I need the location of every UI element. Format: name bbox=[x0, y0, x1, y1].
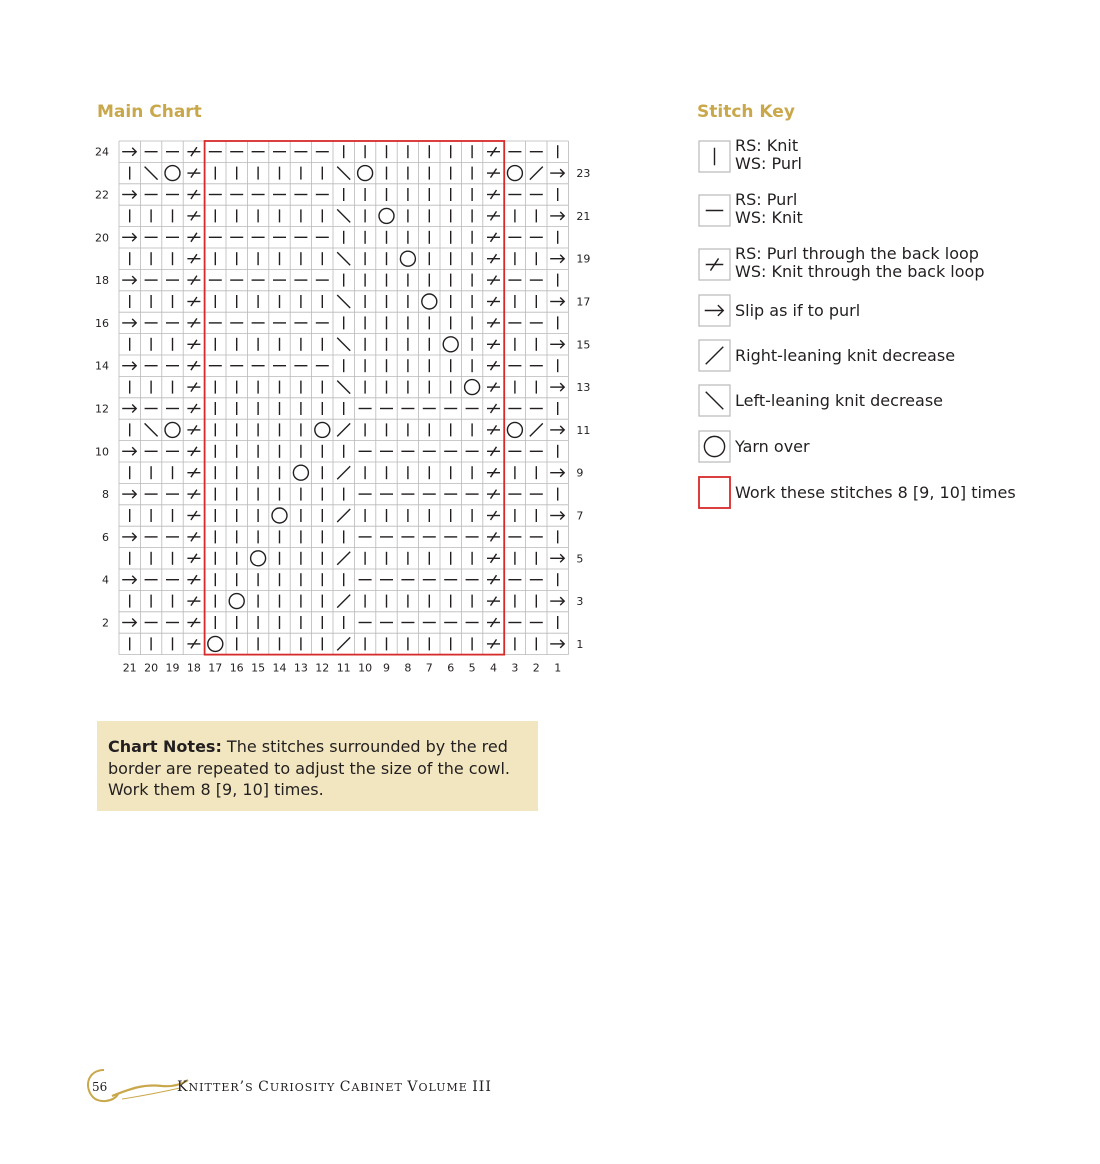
column-number: 7 bbox=[425, 661, 433, 675]
key-labels bbox=[735, 347, 955, 365]
key-label: WS: Knit through the back loop bbox=[735, 262, 985, 281]
stitch-cell bbox=[187, 468, 200, 477]
stitch-cell bbox=[187, 147, 200, 156]
key-item bbox=[698, 190, 1078, 239]
stitch-cell bbox=[337, 381, 350, 394]
stitch-cell bbox=[550, 640, 564, 648]
stitch-cell bbox=[550, 298, 564, 306]
key-labels bbox=[735, 191, 803, 227]
stitch-cell bbox=[487, 233, 500, 242]
stitch-cell bbox=[337, 252, 350, 265]
column-number: 13 bbox=[293, 661, 308, 675]
column-number: 18 bbox=[186, 661, 201, 675]
stitch-cell bbox=[122, 319, 136, 327]
stitch-cell bbox=[122, 405, 136, 413]
stitch-cell bbox=[187, 361, 200, 370]
stitch-cell bbox=[337, 209, 350, 222]
key-labels bbox=[735, 484, 1016, 502]
column-number: 19 bbox=[165, 661, 180, 675]
stitch-cell bbox=[487, 383, 500, 392]
stitch-cell bbox=[272, 508, 287, 523]
stitch-cell bbox=[187, 511, 200, 520]
column-number: 5 bbox=[468, 661, 476, 675]
row-number: 1 bbox=[576, 637, 584, 651]
stitch-cell bbox=[530, 423, 543, 436]
chart-row-9 bbox=[130, 465, 565, 480]
key-label: Right-leaning knit decrease bbox=[735, 346, 956, 365]
chart-row-17 bbox=[130, 294, 565, 309]
row-number: 8 bbox=[102, 488, 109, 502]
key-item bbox=[698, 339, 1078, 384]
key-label: WS: Purl bbox=[735, 154, 802, 173]
column-number: 2 bbox=[532, 661, 540, 675]
stitch-cell bbox=[122, 490, 136, 498]
stitch-cell bbox=[550, 340, 564, 348]
book-title-part: URIOSITY bbox=[269, 1081, 340, 1094]
chart-row-13 bbox=[130, 380, 565, 395]
stitch-cell bbox=[487, 276, 500, 285]
stitch-cell bbox=[487, 575, 500, 584]
stitch-cell bbox=[122, 619, 136, 627]
stitch-key-title: Stitch Key bbox=[697, 102, 795, 122]
stitch-cell bbox=[187, 404, 200, 413]
book-title-part: ABINET bbox=[351, 1081, 408, 1094]
stitch-cell bbox=[487, 211, 500, 220]
chart-row-20 bbox=[122, 231, 558, 244]
column-number: 14 bbox=[272, 661, 287, 675]
key-label: Slip as if to purl bbox=[735, 301, 861, 320]
stitch-cell bbox=[187, 254, 200, 263]
stitch-cell bbox=[337, 466, 350, 479]
column-number: 3 bbox=[511, 661, 519, 675]
stitch-cell bbox=[550, 169, 564, 177]
column-number: 16 bbox=[229, 661, 244, 675]
stitch-cell bbox=[251, 551, 266, 566]
stitch-cell bbox=[187, 297, 200, 306]
stitch-cell bbox=[530, 167, 543, 180]
book-title-part: V bbox=[407, 1079, 419, 1095]
row-number: 5 bbox=[576, 552, 584, 566]
stitch-cell bbox=[487, 254, 500, 263]
column-number: 12 bbox=[315, 661, 330, 675]
book-title bbox=[177, 1079, 492, 1095]
right-decrease-icon bbox=[698, 339, 732, 373]
key-label: WS: Knit bbox=[735, 208, 803, 227]
stitch-cell bbox=[422, 294, 437, 309]
stitch-cell bbox=[507, 166, 522, 181]
row-number: 14 bbox=[95, 359, 109, 373]
column-number: 6 bbox=[447, 661, 455, 675]
chart-row-23 bbox=[130, 166, 565, 181]
stitch-cell bbox=[229, 594, 244, 609]
stitch-cell bbox=[487, 318, 500, 327]
stitch-cell bbox=[550, 469, 564, 477]
stitch-cell bbox=[487, 297, 500, 306]
stitch-cell bbox=[487, 511, 500, 520]
book-title-part: III bbox=[472, 1079, 492, 1095]
chart-row-11 bbox=[130, 422, 565, 437]
row-number: 9 bbox=[576, 466, 584, 480]
stitch-cell bbox=[487, 147, 500, 156]
stitch-cell bbox=[187, 383, 200, 392]
stitch-cell bbox=[187, 447, 200, 456]
chart-row-5 bbox=[130, 551, 565, 566]
stitch-cell bbox=[122, 191, 136, 199]
column-number: 1 bbox=[554, 661, 562, 675]
chart-row-7 bbox=[130, 508, 565, 523]
stitch-cell bbox=[487, 190, 500, 199]
book-title-part: C bbox=[339, 1079, 352, 1095]
stitch-cell bbox=[187, 618, 200, 627]
stitch-cell bbox=[187, 425, 200, 434]
stitch-cell bbox=[122, 148, 136, 156]
column-number: 21 bbox=[122, 661, 137, 675]
stitch-cell bbox=[487, 425, 500, 434]
row-number: 11 bbox=[576, 423, 591, 437]
row-number: 21 bbox=[576, 209, 591, 223]
book-title-part: OLUME bbox=[418, 1081, 473, 1094]
stitch-cell bbox=[358, 166, 373, 181]
row-number: 16 bbox=[95, 316, 109, 330]
stitch-cell bbox=[187, 190, 200, 199]
stitch-cell bbox=[487, 169, 500, 178]
row-number: 10 bbox=[95, 445, 109, 459]
left-decrease-icon bbox=[698, 384, 732, 418]
chart-row-12 bbox=[122, 402, 558, 415]
row-number: 24 bbox=[95, 145, 109, 159]
column-number: 15 bbox=[251, 661, 266, 675]
key-labels bbox=[735, 438, 810, 456]
stitch-cell bbox=[187, 554, 200, 563]
key-item bbox=[698, 384, 1078, 429]
key-labels bbox=[735, 302, 860, 320]
purl-icon bbox=[698, 194, 732, 228]
yarn-over-icon bbox=[698, 430, 732, 464]
stitch-cell bbox=[443, 337, 458, 352]
column-number: 11 bbox=[336, 661, 351, 675]
stitch-cell bbox=[550, 554, 564, 562]
stitch-cell bbox=[487, 340, 500, 349]
row-number: 20 bbox=[95, 231, 109, 245]
chart-row-8 bbox=[122, 488, 558, 501]
stitch-cell bbox=[550, 383, 564, 391]
stitch-cell bbox=[122, 362, 136, 370]
stitch-cell bbox=[487, 532, 500, 541]
slip-icon bbox=[698, 294, 732, 328]
stitch-cell bbox=[337, 595, 350, 608]
key-labels bbox=[735, 245, 984, 281]
stitch-cell bbox=[487, 597, 500, 606]
stitch-cell bbox=[187, 597, 200, 606]
chart-row-22 bbox=[122, 188, 558, 201]
row-number: 18 bbox=[95, 274, 109, 288]
chart-row-3 bbox=[130, 594, 565, 609]
key-item bbox=[698, 136, 1078, 185]
chart-notes-label: Chart Notes: bbox=[108, 737, 222, 756]
row-number: 13 bbox=[576, 381, 591, 395]
stitch-cell bbox=[337, 295, 350, 308]
repeat-box-icon bbox=[698, 476, 732, 510]
key-label: RS: Knit bbox=[735, 136, 799, 155]
stitch-cell bbox=[187, 639, 200, 648]
book-title-part: NITTER bbox=[188, 1081, 240, 1094]
chart-notes-text: The stitches surrounded by the red border are repeated to adjust the size of the cowl. Work them 8 [9, 10] times. bbox=[108, 737, 510, 799]
stitch-cell bbox=[337, 509, 350, 522]
column-number: 10 bbox=[358, 661, 373, 675]
chart-row-24 bbox=[122, 145, 558, 158]
stitch-cell bbox=[337, 637, 350, 650]
stitch-cell bbox=[337, 338, 350, 351]
book-title-part: C bbox=[258, 1079, 270, 1095]
stitch-cell bbox=[465, 380, 480, 395]
row-number: 3 bbox=[576, 595, 584, 609]
chart-row-2 bbox=[122, 616, 558, 629]
key-label: RS: Purl bbox=[735, 190, 798, 209]
key-item bbox=[698, 294, 1078, 339]
stitch-cell bbox=[187, 211, 200, 220]
stitch-cell bbox=[550, 255, 564, 263]
key-item bbox=[698, 244, 1078, 293]
chart-row-6 bbox=[122, 530, 558, 543]
stitch-cell bbox=[487, 639, 500, 648]
stitch-cell bbox=[165, 166, 180, 181]
stitch-cell bbox=[487, 554, 500, 563]
stitch-cell bbox=[187, 233, 200, 242]
book-title-part: S bbox=[245, 1081, 259, 1094]
stitch-cell bbox=[507, 422, 522, 437]
chart-row-16 bbox=[122, 316, 558, 329]
stitch-cell bbox=[487, 618, 500, 627]
stitch-cell bbox=[122, 233, 136, 241]
key-item bbox=[698, 430, 1078, 475]
chart-notes bbox=[97, 721, 538, 811]
stitch-cell bbox=[187, 340, 200, 349]
stitch-cell bbox=[187, 575, 200, 584]
main-chart-title: Main Chart bbox=[97, 102, 202, 122]
key-labels bbox=[735, 392, 943, 410]
stitch-cell bbox=[122, 276, 136, 284]
page-footer bbox=[82, 1066, 502, 1106]
chart-row-18 bbox=[122, 274, 558, 287]
stitch-cell bbox=[208, 636, 223, 651]
stitch-cell bbox=[187, 532, 200, 541]
stitch-cell bbox=[550, 212, 564, 220]
stitch-cell bbox=[293, 465, 308, 480]
stitch-cell bbox=[400, 251, 415, 266]
stitch-cell bbox=[487, 468, 500, 477]
stitch-cell bbox=[337, 423, 350, 436]
stitch-cell bbox=[187, 318, 200, 327]
column-number: 17 bbox=[208, 661, 223, 675]
stitch-cell bbox=[379, 208, 394, 223]
stitch-cell bbox=[487, 404, 500, 413]
row-number: 7 bbox=[576, 509, 584, 523]
book-title-part: K bbox=[177, 1079, 189, 1095]
stitch-cell bbox=[145, 423, 158, 436]
tbl-icon bbox=[698, 248, 732, 282]
stitch-cell bbox=[122, 533, 136, 541]
stitch-cell bbox=[487, 447, 500, 456]
key-item bbox=[698, 476, 1078, 521]
key-label: RS: Purl through the back loop bbox=[735, 244, 979, 263]
column-number: 9 bbox=[383, 661, 390, 675]
chart-row-10 bbox=[122, 445, 558, 458]
chart-row-1 bbox=[130, 636, 565, 651]
stitch-cell bbox=[187, 169, 200, 178]
chart-row-4 bbox=[122, 573, 558, 586]
row-number: 22 bbox=[95, 188, 109, 202]
page-number: 56 bbox=[92, 1080, 108, 1094]
stitch-cell bbox=[487, 361, 500, 370]
key-label: Yarn over bbox=[735, 437, 810, 456]
stitch-cell bbox=[122, 447, 136, 455]
stitch-cell bbox=[187, 276, 200, 285]
stitch-cell bbox=[187, 490, 200, 499]
row-number: 4 bbox=[102, 573, 109, 587]
stitch-cell bbox=[550, 597, 564, 605]
stitch-cell bbox=[315, 422, 330, 437]
knit-icon bbox=[698, 140, 732, 174]
row-number: 17 bbox=[576, 295, 591, 309]
column-number: 20 bbox=[144, 661, 159, 675]
chart-row-21 bbox=[130, 208, 565, 223]
stitch-cell bbox=[550, 512, 564, 520]
key-label: Work these stitches 8 [9, 10] times bbox=[735, 483, 1016, 502]
row-number: 2 bbox=[102, 616, 109, 630]
row-number: 12 bbox=[95, 402, 109, 416]
book-title-part: ’ bbox=[239, 1079, 246, 1095]
column-number: 4 bbox=[490, 661, 497, 675]
row-number: 15 bbox=[576, 338, 591, 352]
column-number: 8 bbox=[404, 661, 412, 675]
stitch-cell bbox=[165, 422, 180, 437]
key-label: Left-leaning knit decrease bbox=[735, 391, 943, 410]
stitch-cell bbox=[337, 552, 350, 565]
stitch-cell bbox=[487, 490, 500, 499]
row-number: 19 bbox=[576, 252, 591, 266]
chart-row-14 bbox=[122, 359, 558, 372]
row-number: 23 bbox=[576, 167, 591, 181]
stitch-cell bbox=[550, 426, 564, 434]
stitch-cell bbox=[122, 576, 136, 584]
chart-row-15 bbox=[130, 337, 565, 352]
chart-row-19 bbox=[130, 251, 565, 266]
stitch-cell bbox=[337, 167, 350, 180]
row-number: 6 bbox=[102, 530, 109, 544]
key-labels bbox=[735, 137, 802, 173]
stitch-cell bbox=[145, 167, 158, 180]
